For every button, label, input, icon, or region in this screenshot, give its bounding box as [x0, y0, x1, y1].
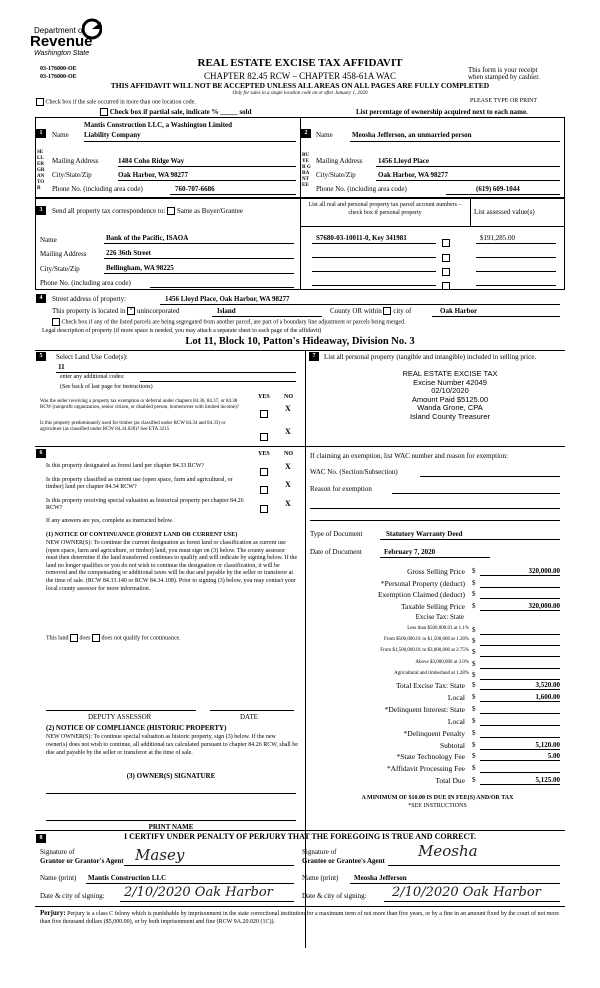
grantee-date-city[interactable]: 2/10/2020 Oak Harbor: [392, 885, 541, 900]
section-5-badge: 5: [36, 352, 46, 361]
does-qualify-checkbox[interactable]: [70, 634, 78, 642]
stamp-line-5: Wanda Grone, CPA: [417, 403, 483, 413]
s6-yes-header: YES: [258, 451, 270, 457]
stamp-line-1: REAL ESTATE EXCISE TAX: [402, 369, 498, 378]
tax-line-3-label: Exemption Claimed (deduct): [377, 590, 465, 599]
tax-line-4: [310, 602, 565, 612]
segregated-checkbox[interactable]: [52, 318, 60, 326]
city-value[interactable]: Oak Harbor: [440, 307, 478, 315]
parcel-header: List all real and personal property tax parcel account numbers – check box if personal property: [308, 202, 462, 216]
tax-total-line-4-dollar: $: [472, 716, 476, 725]
county-value[interactable]: Island: [217, 307, 236, 315]
buyer-city-label: City/State/Zip: [316, 171, 356, 179]
tax-line-3: [310, 590, 565, 600]
tax-total-line-7-dollar: $: [472, 752, 476, 761]
stamp-line-2: Excise Number 42049: [413, 377, 487, 387]
s5-question-2: Is this property predominantly used for timber (as classified under RCW 84.34 and 84.33) or agriculture (as classified under RCW 84.34.020)? See ETA 3215: [40, 421, 226, 432]
tax-total-line-4: [310, 717, 565, 727]
tax-total-line-4-label: Local: [447, 716, 465, 726]
tax-total-line-8: [310, 764, 565, 774]
tax-total-line-1-label: Total Excise Tax: State: [395, 681, 465, 690]
tax-total-line-1-value[interactable]: 3,520.00: [535, 681, 560, 689]
same-as-checkbox[interactable]: [167, 207, 175, 215]
tax-total-line-6: [310, 741, 565, 751]
street-value[interactable]: 1456 Lloyd Place, Oak Harbor, WA 98277: [165, 295, 290, 303]
tax-tier-1-dollar: $: [472, 626, 476, 634]
form-code-2: 03-176000-OE: [40, 74, 77, 80]
s6-q1-yes-checkbox[interactable]: [260, 468, 268, 476]
tax-line-2-dollar: $: [472, 578, 476, 587]
grantor-print-label: Name (print): [40, 874, 77, 882]
unincorporated-checkbox[interactable]: ×: [127, 307, 135, 315]
section-2-badge: 2: [301, 129, 311, 138]
tax-total-line-9-value[interactable]: 5,125.00: [535, 776, 560, 785]
send-name[interactable]: Bank of the Pacific, ISAOA: [106, 234, 189, 242]
tax-line-3-dollar: $: [472, 590, 476, 598]
tax-line-4-dollar: $: [472, 601, 476, 610]
notice-1-body: NEW OWNER(S): To continue the current designation as forest land or classification as current use (open space, farm and agriculture, or timber) land, you must sign on (3) below. The county assessor must then determine if the land transferred continues to qualify and will indicate by signing below. If the land no longer qualifies or you do not wish to continue the designation or classification, it will be removed and the compensating or additional taxes will be due and payable by the seller or transferor at the time of sale. (RCW 84.33.140 or RCW 84.34.108). Prior to signing (3) below, you may contact your local county assessor for more information.: [46, 540, 298, 592]
s5-question-1: Was the seller receiving a property tax exemption or deferral under chapters 84.36, 84.37, or 84.38 RCW (nonprofit organization, senior citizen, or disabled person, homeowner with limited income)?: [40, 399, 239, 410]
tax-line-2: [310, 579, 565, 589]
tax-total-line-5-label: *Delinquent Penalty: [403, 728, 465, 738]
seller-mail[interactable]: 1484 Coho Ridge Way: [118, 157, 185, 165]
assessed-header: List assessed value(s): [474, 208, 535, 216]
notice-2-title: (2) NOTICE OF COMPLIANCE (HISTORIC PROPERTY): [46, 724, 227, 732]
partial-sale-checkbox[interactable]: [100, 108, 108, 116]
tax-line-4-value[interactable]: 320,000.00: [528, 601, 560, 610]
buyer-name[interactable]: Meosha Jefferson, an unmarried person: [352, 131, 472, 139]
qualify-row: This land does does not qualify for continuance.: [46, 635, 181, 642]
seller-mail-label: Mailing Address: [52, 157, 99, 165]
print-name-label: PRINT NAME: [148, 823, 194, 831]
s6-q3-yes-checkbox[interactable]: [260, 505, 268, 513]
dept-of: Department of: [34, 26, 85, 35]
seller-name-1: Mantis Construction LLC, a Washington Limited: [84, 121, 233, 129]
tax-tier-4-dollar: $: [472, 659, 476, 668]
send-phone-label: Phone No. (including area code): [40, 279, 131, 287]
certify-text: I CERTIFY UNDER PENALTY OF PERJURY THAT THE FOREGOING IS TRUE AND CORRECT.: [123, 832, 476, 841]
tax-total-line-8-dollar: $: [472, 764, 476, 773]
tax-total-line-7-label: *State Technology Fee: [396, 752, 465, 762]
seller-phone[interactable]: 760-707-6686: [175, 185, 215, 193]
s6-q1-answer: X: [285, 462, 291, 471]
perjury-text: Perjury is a class C felony which is punishable by imprisonment in the state correctional institution for a maximum term of not more than five years, or by a fine in an amount fixed by the court of not more than five thousand dollars ($5,000.00), or by both imprisonment and fine (RCW 9A.20.020 (1C)).: [40, 911, 560, 925]
s5-q1-answer: X: [285, 404, 291, 413]
tax-line-1-value[interactable]: 320,000.00: [528, 567, 560, 575]
section-3-badge: 3: [36, 206, 46, 215]
s6-no-header: NO: [284, 451, 293, 457]
partial-sale-row: [100, 108, 252, 116]
s6-question-2: Is this property classified as current use (open space, farm and agricultural, or timber) land per chapter 84.34 RCW?: [46, 477, 233, 490]
tax-total-line-8-label: *Affidavit Processing Fee: [386, 764, 465, 774]
grantee-print-name[interactable]: Meosha Jefferson: [354, 874, 407, 882]
ownership-note: List percentage of ownership acquired next to each name.: [356, 108, 528, 116]
tax-total-line-2-value[interactable]: 1,600.00: [535, 692, 560, 701]
section-8-badge: 8: [36, 834, 46, 843]
dept-state: Washington State: [34, 50, 90, 57]
tax-total-line-3-label: *Delinquent Interest: State: [384, 704, 465, 714]
s6-q3-answer: X: [285, 499, 291, 508]
buyer-mail[interactable]: 1456 Lloyd Place: [378, 157, 429, 165]
tax-total-line-2-label: Local: [447, 692, 465, 702]
grantor-sig-label-2: Grantor or Grantor's Agent: [40, 857, 124, 865]
seller-name-label: Name: [52, 131, 69, 139]
s5-q2-yes-checkbox[interactable]: [260, 433, 268, 441]
tax-total-line-9-label: Total Due: [435, 776, 465, 786]
sales-note: Only for sales in a single location code on or after January 1, 2020: [232, 91, 368, 96]
section-4-badge: 4: [36, 294, 46, 303]
tax-total-line-7-value[interactable]: 5.00: [547, 752, 560, 761]
tax-total-line-3-dollar: $: [472, 704, 476, 713]
located-row: This property is located in × unincorporated: [52, 307, 180, 315]
buyer-city[interactable]: Oak Harbor, WA 98277: [378, 171, 449, 179]
perjury-notice: [40, 909, 562, 926]
tax-total-line-6-dollar: $: [472, 740, 476, 749]
tax-total-line-2-dollar: $: [472, 692, 476, 701]
dor-logo: [30, 18, 105, 60]
see-back-note: (See back of last page for instructions): [60, 384, 153, 390]
seller-city-label: City/State/Zip: [52, 171, 92, 179]
s6-question-1: Is this property designated as forest land per chapter 84.33 RCW?: [46, 463, 205, 469]
doc-date-label: Date of Document: [310, 548, 362, 556]
multi-location-row: [36, 98, 196, 106]
multi-location-checkbox[interactable]: [36, 98, 44, 106]
tax-total-line-6-value[interactable]: 5,120.00: [535, 740, 560, 749]
grantee-signature[interactable]: Meosha: [418, 842, 478, 860]
deputy-date-label: DATE: [240, 713, 258, 721]
minimum-fee-note: A MINIMUM OF $10.00 IS DUE IN FEE(S) AND/OR TAX: [361, 795, 514, 801]
grantor-print-name[interactable]: Mantis Construction LLC: [88, 874, 167, 882]
send-label: Send all property tax correspondence to: Same as Buyer/Grantee: [52, 207, 243, 215]
parcel-3-checkbox[interactable]: [442, 268, 450, 276]
tax-total-line-9: [310, 776, 565, 786]
notice-1-title: (1) NOTICE OF CONTINUANCE (FOREST LAND OR CURRENT USE): [46, 532, 238, 538]
section-1-badge: 1: [36, 129, 46, 138]
parcel-1-checkbox[interactable]: [442, 239, 450, 247]
tax-total-line-1: [310, 681, 565, 691]
s6-q2-yes-checkbox[interactable]: [260, 486, 268, 494]
grantor-date-city[interactable]: 2/10/2020 Oak Harbor: [124, 885, 273, 900]
tax-tier-2-label: From $500,000.01 to $1,500,000 at 1.28%: [384, 637, 469, 643]
tax-total-line-5-dollar: $: [472, 728, 476, 737]
exemption-label: If claiming an exemption, list WAC number and reason for exemption:: [310, 452, 508, 460]
tax-total-line-6-label: Subtotal: [439, 740, 465, 750]
land-use-value[interactable]: 11: [58, 363, 65, 371]
type-print-note: PLEASE TYPE OR PRINT: [470, 98, 538, 104]
seller-side-label: SELLER GRANTOR: [37, 150, 45, 191]
wac-label: WAC No. (Section/Subsection): [310, 468, 398, 476]
tax-line-2-label: *Personal Property (deduct): [380, 578, 465, 588]
owner-signature-label: (3) OWNER(S) SIGNATURE: [126, 772, 216, 780]
partial-sale-label: Check box if partial sale, indicate % _____ sold: [109, 108, 252, 116]
buyer-name-label: Name: [316, 131, 333, 139]
send-city[interactable]: Bellingham, WA 98225: [106, 264, 174, 272]
send-mail-label: Mailing Address: [40, 250, 87, 258]
buyer-phone-label: Phone No. (including area code): [316, 185, 407, 193]
tax-tier-1-label: Less than $500,000.01 at 1.1%: [407, 626, 469, 631]
tax-tier-1: [310, 626, 565, 636]
deputy-assessor-label: DEPUTY ASSESSOR: [88, 713, 152, 721]
receipt-note-1: This form is your receipt: [468, 66, 538, 74]
doc-date-value[interactable]: February 7, 2020: [384, 548, 436, 556]
legal-description[interactable]: Lot 11, Block 10, Patton's Hideaway, Division No. 3: [185, 336, 415, 347]
tax-tier-5: [310, 671, 565, 681]
send-name-label: Name: [40, 236, 57, 244]
additional-codes-label: enter any additional codes:: [60, 374, 125, 380]
s6-question-3: Is this property receiving special valuation as historical property per chapter 84.26 RCW?: [46, 498, 244, 511]
tax-total-line-5: [310, 729, 565, 739]
buyer-phone[interactable]: (619) 609-1044: [476, 185, 520, 193]
grantee-sig-label-1: Signature of: [302, 848, 337, 856]
s5-no-header: NO: [284, 394, 293, 400]
grantee-sig-label-2: Grantee or Grantee's Agent: [302, 857, 385, 865]
stamp-line-6: Island County Treasurer: [409, 411, 491, 421]
seller-name-2: Liability Company: [84, 131, 141, 139]
tax-tier-4: [310, 660, 565, 670]
tax-tier-5-label: Agricultural and timberland at 1.28%: [394, 670, 469, 676]
form-title: REAL ESTATE EXCISE TAX AFFIDAVIT: [197, 57, 403, 69]
if-yes-note: If any answers are yes, complete as instructed below.: [46, 518, 174, 524]
parcel-4-checkbox[interactable]: [442, 282, 450, 290]
personal-property-label: List all personal property (tangible and intangible) included in selling price.: [324, 353, 537, 361]
buyer-mail-label: Mailing Address: [316, 157, 363, 165]
tax-total-line-2: [310, 693, 565, 703]
tax-line-1-label: Gross Selling Price: [407, 567, 465, 576]
tax-line-4-label: Taxable Selling Price: [400, 601, 465, 611]
send-city-label: City/State/Zip: [40, 265, 80, 273]
seller-city[interactable]: Oak Harbor, WA 98277: [118, 171, 189, 179]
seller-phone-label: Phone No. (including area code): [52, 185, 143, 193]
tax-tier-3-label: From $1,500,000.01 to $3,000,000 at 2.75%: [380, 648, 469, 654]
county-or-within: County OR within city of: [330, 307, 412, 315]
street-label: Street address of property:: [52, 295, 127, 303]
receipt-note-2: when stamped by cashier.: [468, 73, 540, 81]
stamp-line-4: Amount Paid $5125.00: [411, 394, 489, 404]
tax-tier-5-dollar: $: [472, 670, 476, 679]
parcel-number[interactable]: S7680-03-10011-0, Key 341981: [316, 234, 407, 242]
reason-label: Reason for exemption: [310, 485, 372, 493]
land-use-label: Select Land Use Code(s):: [56, 353, 128, 361]
excise-state-label: Excise Tax: State: [415, 613, 464, 621]
tax-line-1: [310, 567, 565, 577]
s5-yes-header: YES: [258, 394, 270, 400]
grantor-signature[interactable]: Masey: [135, 846, 185, 864]
send-mail[interactable]: 226 36th Street: [106, 249, 151, 257]
grantee-date-label: Date & city of signing:: [302, 892, 367, 900]
see-instructions-note: *SEE INSTRUCTIONS: [408, 803, 467, 809]
form-code-1: 03-176000-OE: [40, 66, 77, 72]
grantor-date-label: Date & city of signing:: [40, 892, 105, 900]
multi-location-label: Check box if the sale occurred in more than one location code.: [45, 99, 196, 106]
form-chapter: CHAPTER 82.45 RCW – CHAPTER 458-61A WAC: [204, 71, 396, 81]
tax-total-line-1-dollar: $: [472, 681, 476, 689]
dept-revenue: Revenue: [30, 33, 93, 50]
city-checkbox[interactable]: [383, 307, 391, 315]
stamp-line-3: 02/10/2020: [431, 386, 469, 396]
doc-type-label: Type of Document: [310, 530, 363, 538]
section-6-badge: 6: [36, 449, 46, 458]
s6-q2-answer: X: [285, 480, 291, 489]
grantor-sig-label-1: Signature of: [40, 848, 75, 856]
notice-2-body: NEW OWNER(S): To continue special valuation as historic property, sign (3) below. If the new owner(s) does not wish to continue, all additional tax calculated pursuant to chapter 84.26 RCW, shall be due and payable by the seller or transferor at the time of sale.: [46, 734, 298, 756]
tax-total-line-3: [310, 705, 565, 715]
s5-q1-yes-checkbox[interactable]: [260, 410, 268, 418]
doc-type-value[interactable]: Statutory Warranty Deed: [386, 530, 463, 538]
warning-text: THIS AFFIDAVIT WILL NOT BE ACCEPTED UNLESS ALL AREAS ON ALL PAGES ARE FULLY COMPLETED: [110, 81, 490, 90]
perjury-title: Perjury:: [40, 909, 66, 917]
segregated-row: Check box if any of the listed parcels are being segregated from another parcel, are part of a boundary line adjustment or parcels being merged.: [52, 318, 406, 326]
section-7-badge: 7: [309, 352, 319, 361]
legal-label: Legal description of property (if more space is needed, you may attach a separate sheet to each page of the affidavit): [42, 328, 322, 334]
tax-tier-2-dollar: $: [472, 637, 476, 646]
s5-q2-answer: X: [285, 427, 291, 436]
tax-tier-2: [310, 637, 565, 647]
tax-total-line-9-dollar: $: [472, 776, 476, 785]
tax-total-line-7: [310, 752, 565, 762]
assessed-value[interactable]: $191,285.00: [480, 234, 515, 242]
treasurer-stamp: [380, 370, 520, 422]
tax-tier-3-dollar: $: [472, 648, 476, 657]
parcel-2-checkbox[interactable]: [442, 254, 450, 262]
buyer-side-label: BUYER GRANTEE: [302, 153, 311, 188]
grantee-print-label: Name (print): [302, 874, 339, 882]
does-not-qualify-checkbox[interactable]: [92, 634, 100, 642]
tax-tier-4-label: Above $3,000,000 at 3.0%: [415, 659, 469, 665]
tax-line-1-dollar: $: [472, 567, 476, 575]
tax-tier-3: [310, 648, 565, 658]
